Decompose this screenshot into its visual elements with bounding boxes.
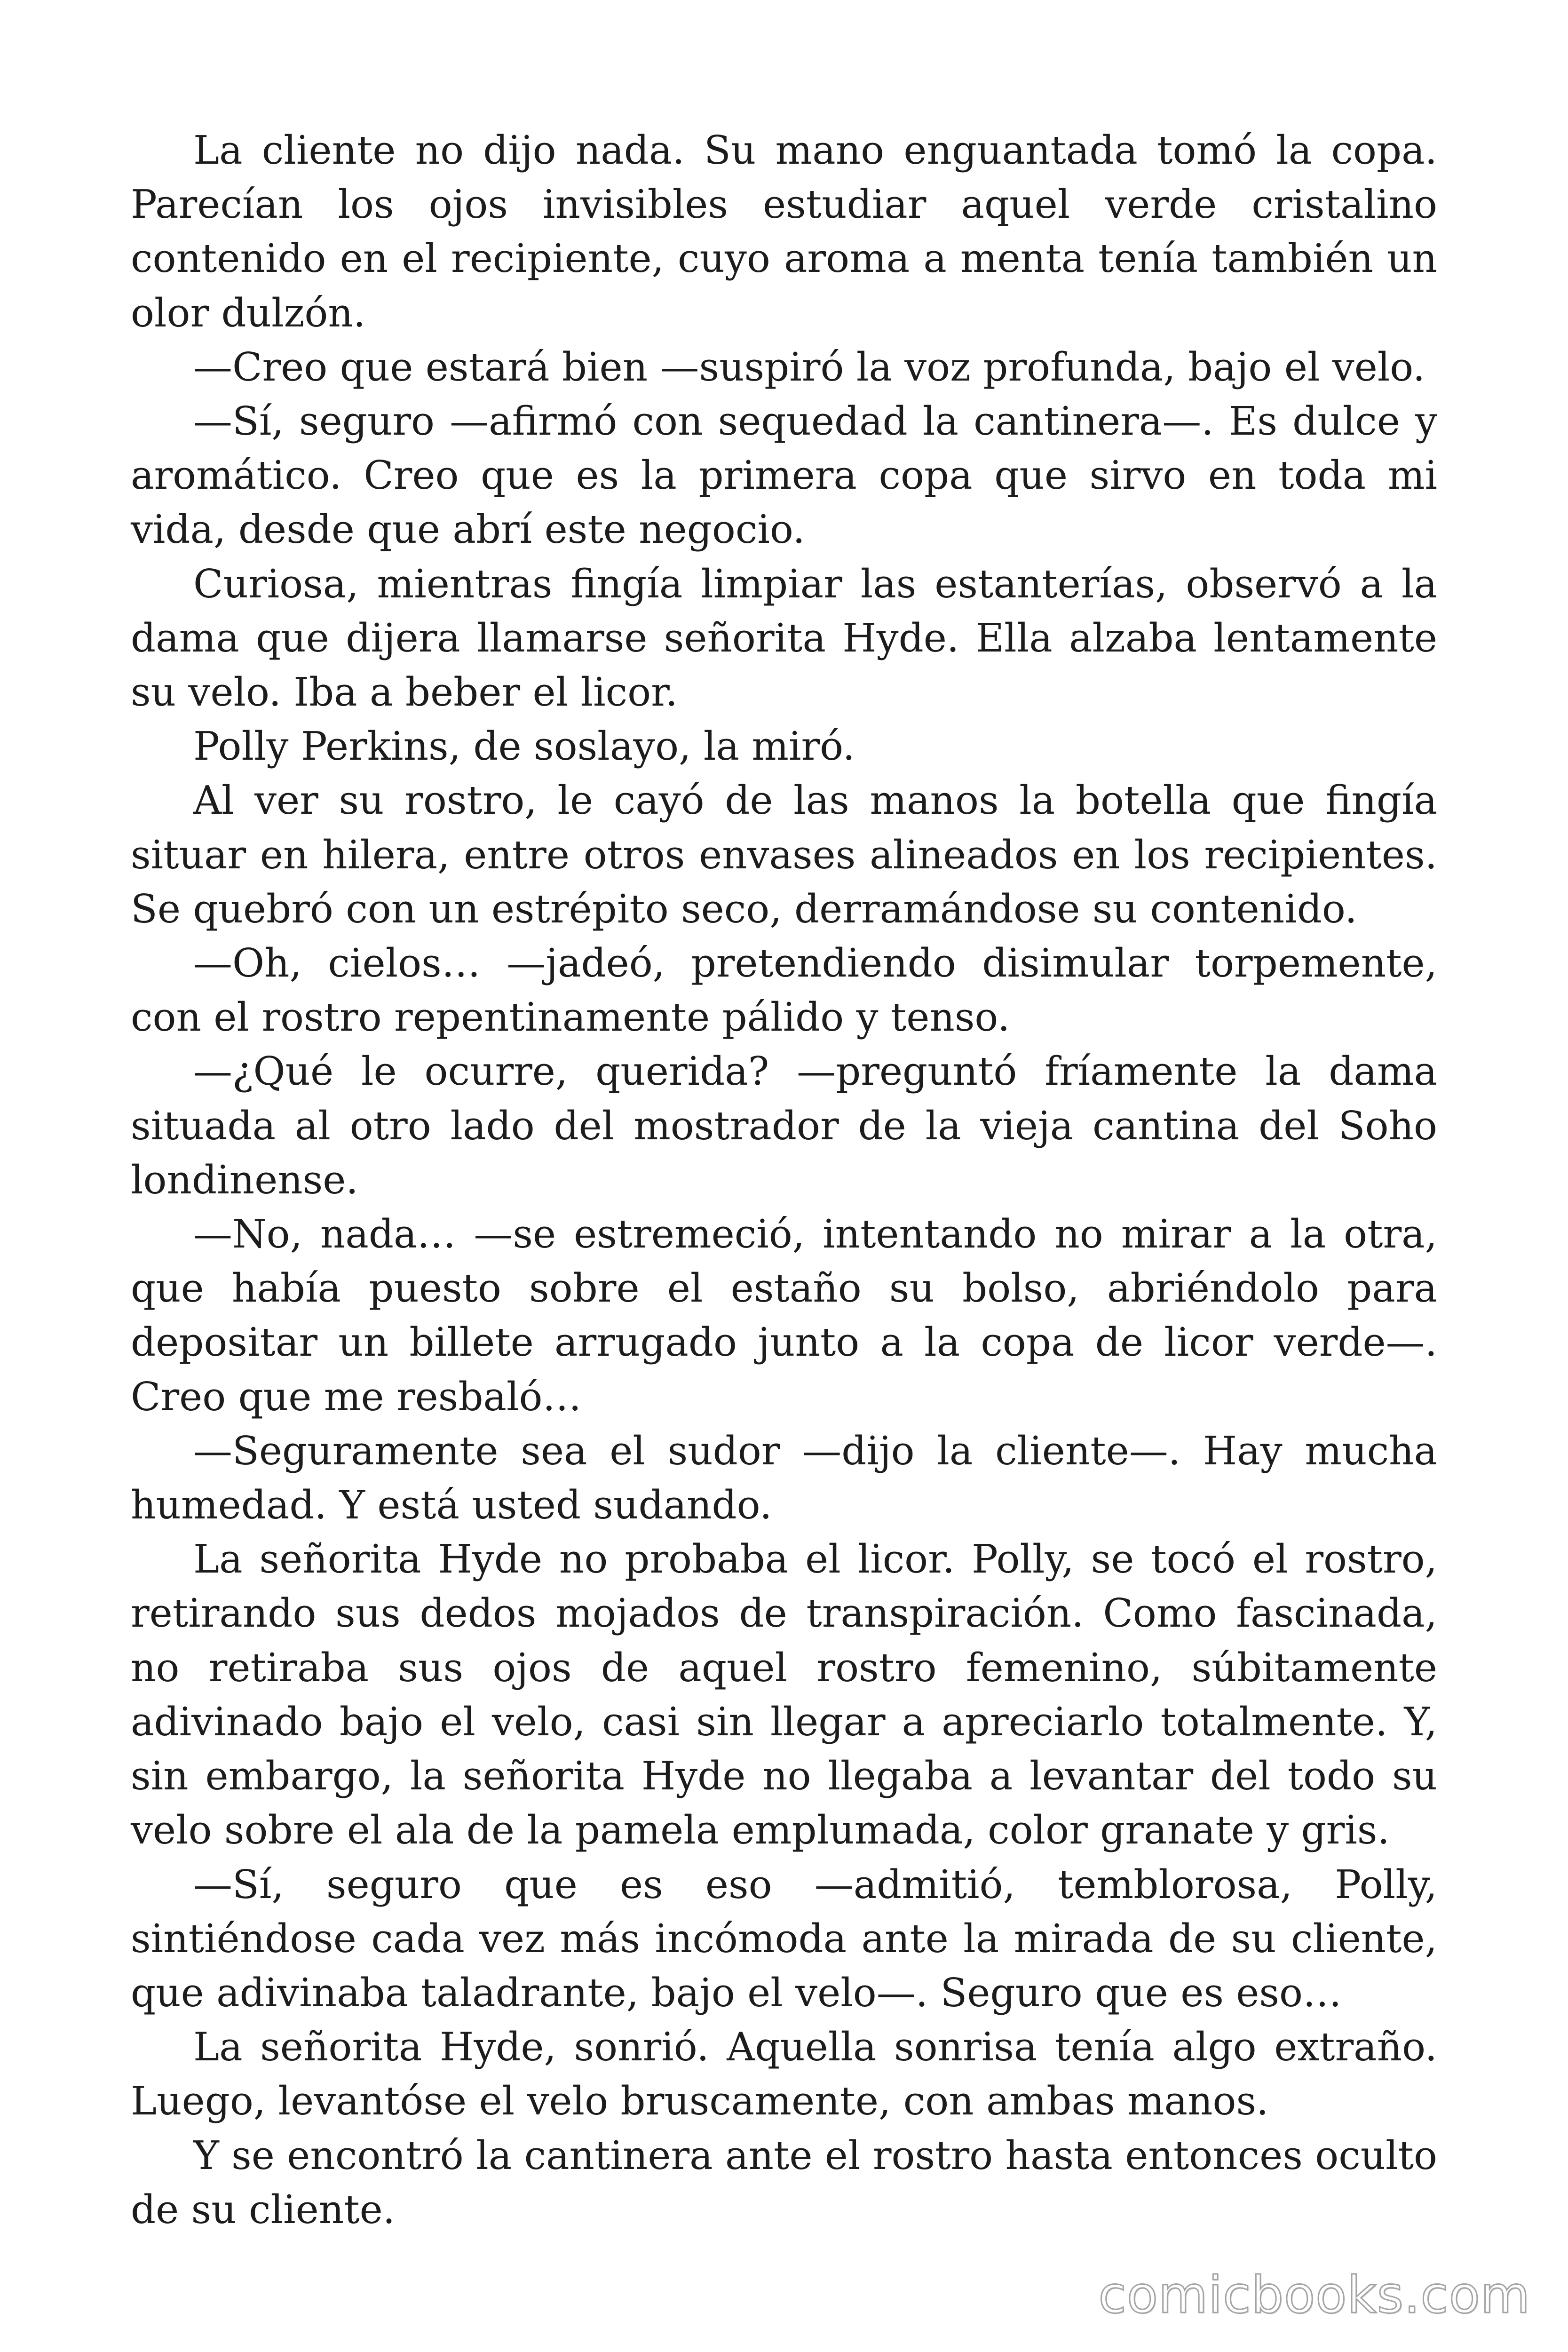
paragraph: La señorita Hyde, sonrió. Aquella sonrisa tenía algo extraño. Luego, levantóse el velo bruscamente, con ambas manos. — [131, 2024, 1437, 2124]
watermark: comicbooks.com — [1098, 2266, 1530, 2325]
paragraph: —Sí, seguro que es eso —admitió, temblorosa, Polly, sintiéndose cada vez más incómoda ante la mirada de su cliente, que adivinaba taladrante, bajo el velo—. Seguro que es eso… — [131, 1861, 1437, 2016]
paragraph: —No, nada… —se estremeció, intentando no mirar a la otra, que había puesto sobre el estaño su bolso, abriéndolo para depositar un billete arrugado junto a la copa de licor verde—. Creo que me resbaló… — [131, 1211, 1437, 1420]
paragraph: Curiosa, mientras fingía limpiar las estanterías, observó a la dama que dijera llamarse señorita Hyde. Ella alzaba lentamente su velo. Iba a beber el licor. — [131, 561, 1437, 715]
paragraph: Y se encontró la cantinera ante el rostro hasta entonces oculto de su cliente. — [131, 2132, 1437, 2233]
paragraph: —Sí, seguro —afirmó con sequedad la cantinera—. Es dulce y aromático. Creo que es la primera copa que sirvo en toda mi vida, desde que abrí este negocio. — [131, 398, 1437, 553]
paragraph: —Oh, cielos… —jadeó, pretendiendo disimular torpemente, con el rostro repentinamente pálido y tenso. — [131, 940, 1437, 1041]
paragraph: —¿Qué le ocurre, querida? —preguntó fríamente la dama situada al otro lado del mostrador de la vieja cantina del Soho londinense. — [131, 1049, 1437, 1203]
paragraph: —Creo que estará bien —suspiró la voz profunda, bajo el velo. — [193, 344, 1425, 390]
paragraph: La señorita Hyde no probaba el licor. Polly, se tocó el rostro, retirando sus dedos mojados de transpiración. Como fascinada, no retiraba sus ojos de aquel rostro femenino, súbitamente adivinado bajo el velo, casi sin llegar a apreciarlo totalmente. Y, sin embargo, la señorita Hyde no llegaba a levantar del todo su velo sobre el ala de la pamela emplumada, color granate y gris. — [131, 1536, 1437, 1853]
paragraph: Polly Perkins, de soslayo, la miró. — [193, 723, 855, 770]
paragraph: La cliente no dijo nada. Su mano enguantada tomó la copa. Parecían los ojos invisibles estudiar aquel verde cristalino contenido en el recipiente, cuyo aroma a menta tenía también un olor dulzón. — [131, 127, 1437, 336]
paragraph: Al ver su rostro, le cayó de las manos la botella que fingía situar en hilera, entre otros envases alineados en los recipientes. Se quebró con un estrépito seco, derramándose su contenido. — [131, 778, 1437, 932]
paragraph: —Seguramente sea el sudor —dijo la cliente—. Hay mucha humedad. Y está usted sudando. — [131, 1428, 1437, 1528]
book-text — [131, 123, 1437, 2237]
